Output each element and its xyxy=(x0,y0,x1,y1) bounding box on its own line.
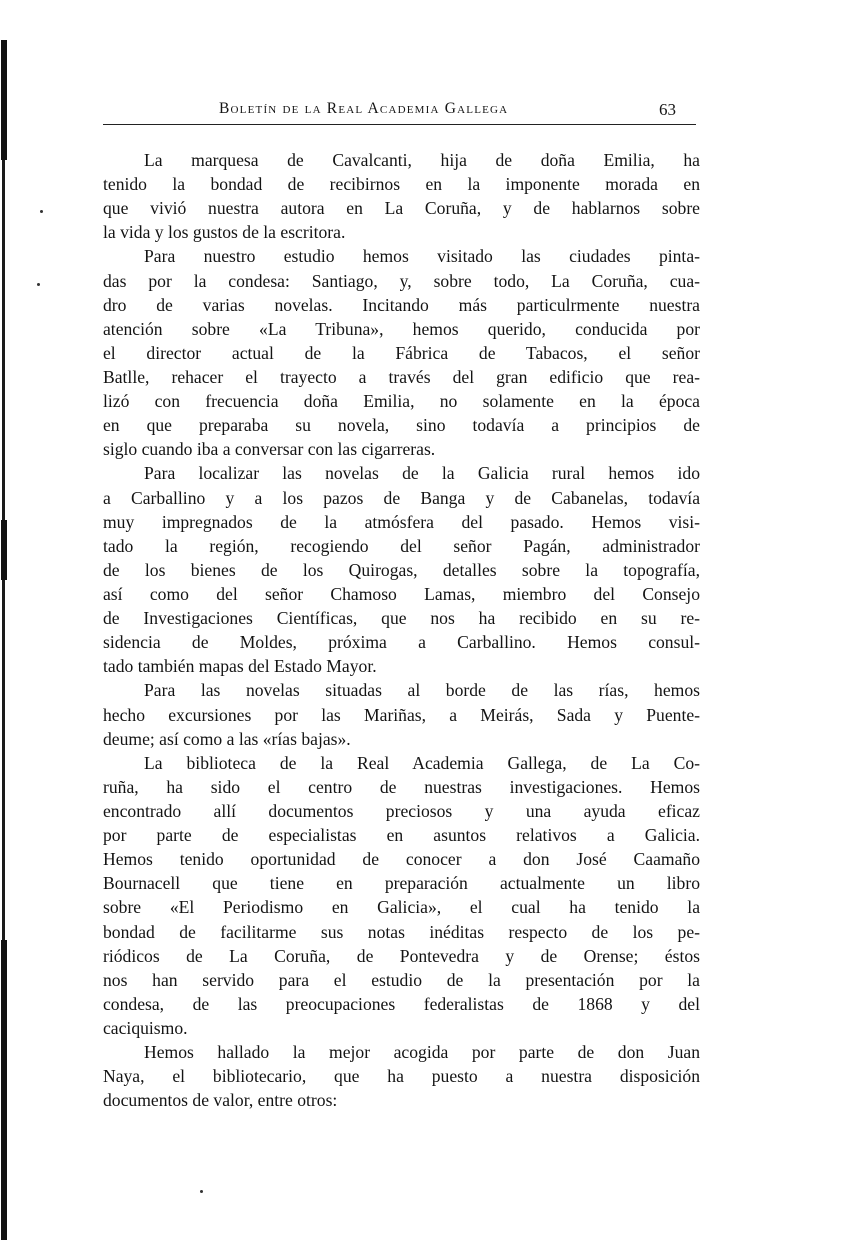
text-line: tado la región, recogiendo del señor Pagán, administrador xyxy=(103,535,700,556)
text-line: deume; así como a las «rías bajas». xyxy=(103,728,351,749)
text-line: así como del señor Chamoso Lamas, miembro del Consejo xyxy=(103,583,700,604)
text-line: por parte de especialistas en asuntos relativos a Galicia. xyxy=(103,825,700,846)
text-line: Bournacell que tiene en preparación actualmente un libro xyxy=(103,873,700,894)
text-line: lizó con frecuencia doña Emilia, no solamente en la época xyxy=(103,391,700,412)
text-line: bondad de facilitarme sus notas inéditas respecto de los pe- xyxy=(103,921,700,942)
running-head xyxy=(103,100,696,125)
binding-shadow-bottom xyxy=(1,940,7,1240)
text-line: que vivió nuestra autora en La Coruña, y de hablarnos sobre xyxy=(103,198,700,219)
text-line: hecho excursiones por las Mariñas, a Meirás, Sada y Puente- xyxy=(103,704,700,725)
journal-title: Boletín de la Real Academia Gallega xyxy=(219,100,509,117)
text-line: de Investigaciones Científicas, que nos ha recibido en su re- xyxy=(103,608,700,629)
text-line: atención sobre «La Tribuna», hemos querido, conducida por xyxy=(103,318,700,339)
text-line: Hemos tenido oportunidad de conocer a don José Caamaño xyxy=(103,849,700,870)
text-line: La biblioteca de la Real Academia Gallega, de La Co- xyxy=(144,752,700,773)
scan-speck xyxy=(37,283,40,286)
text-line: La marquesa de Cavalcanti, hija de doña Emilia, ha xyxy=(144,150,700,170)
text-line: condesa, de las preocupaciones federalistas de 1868 y del xyxy=(103,993,700,1014)
text-line: Para localizar las novelas de la Galicia rural hemos ido xyxy=(144,463,700,484)
text-line: encontrado allí documentos preciosos y una ayuda eficaz xyxy=(103,800,700,821)
text-line: en que preparaba su novela, sino todavía a principios de xyxy=(103,415,700,436)
text-line: sidencia de Moldes, próxima a Carballino. Hemos consul- xyxy=(103,632,700,653)
text-line: caciquismo. xyxy=(103,1017,188,1038)
text-line: de los bienes de los Quirogas, detalles sobre la topografía, xyxy=(103,559,700,580)
text-line: muy impregnados de la atmósfera del pasado. Hemos visi- xyxy=(103,511,700,532)
text-line: nos han servido para el estudio de la presentación por la xyxy=(103,969,700,990)
text-line: Para nuestro estudio hemos visitado las ciudades pinta- xyxy=(144,246,700,267)
text-line: Naya, el bibliotecario, que ha puesto a nuestra disposición xyxy=(103,1066,700,1087)
scan-speck xyxy=(40,210,43,213)
text-line: documentos de valor, entre otros: xyxy=(103,1090,338,1111)
binding-shadow-top xyxy=(1,40,7,160)
text-line: das por la condesa: Santiago, y, sobre todo, La Coruña, cua- xyxy=(103,270,700,291)
text-line: tado también mapas del Estado Mayor. xyxy=(103,656,377,677)
page-number: 63 xyxy=(659,100,676,119)
scan-speck xyxy=(200,1190,203,1193)
text-line: dro de varias novelas. Incitando más particulrmente nuestra xyxy=(103,294,700,315)
text-line: riódicos de La Coruña, de Pontevedra y de Orense; éstos xyxy=(103,945,700,966)
text-line: Hemos hallado la mejor acogida por parte de don Juan xyxy=(144,1042,700,1063)
text-line: tenido la bondad de recibirnos en la imponente morada en xyxy=(103,174,700,195)
text-line: sobre «El Periodismo en Galicia», el cual ha tenido la xyxy=(103,897,700,918)
text-line: Para las novelas situadas al borde de las rías, hemos xyxy=(144,680,700,701)
binding-shadow-mid xyxy=(1,520,7,580)
text-line: el director actual de la Fábrica de Tabacos, el señor xyxy=(103,342,700,363)
text-line: la vida y los gustos de la escritora. xyxy=(103,222,346,243)
body-text xyxy=(103,148,700,1112)
text-line: ruña, ha sido el centro de nuestras investigaciones. Hemos xyxy=(103,776,700,797)
text-line: siglo cuando iba a conversar con las cigarreras. xyxy=(103,439,436,460)
text-line: Batlle, rehacer el trayecto a través del gran edificio que rea- xyxy=(103,366,700,387)
text-line: a Carballino y a los pazos de Banga y de Cabanelas, todavía xyxy=(103,487,700,508)
